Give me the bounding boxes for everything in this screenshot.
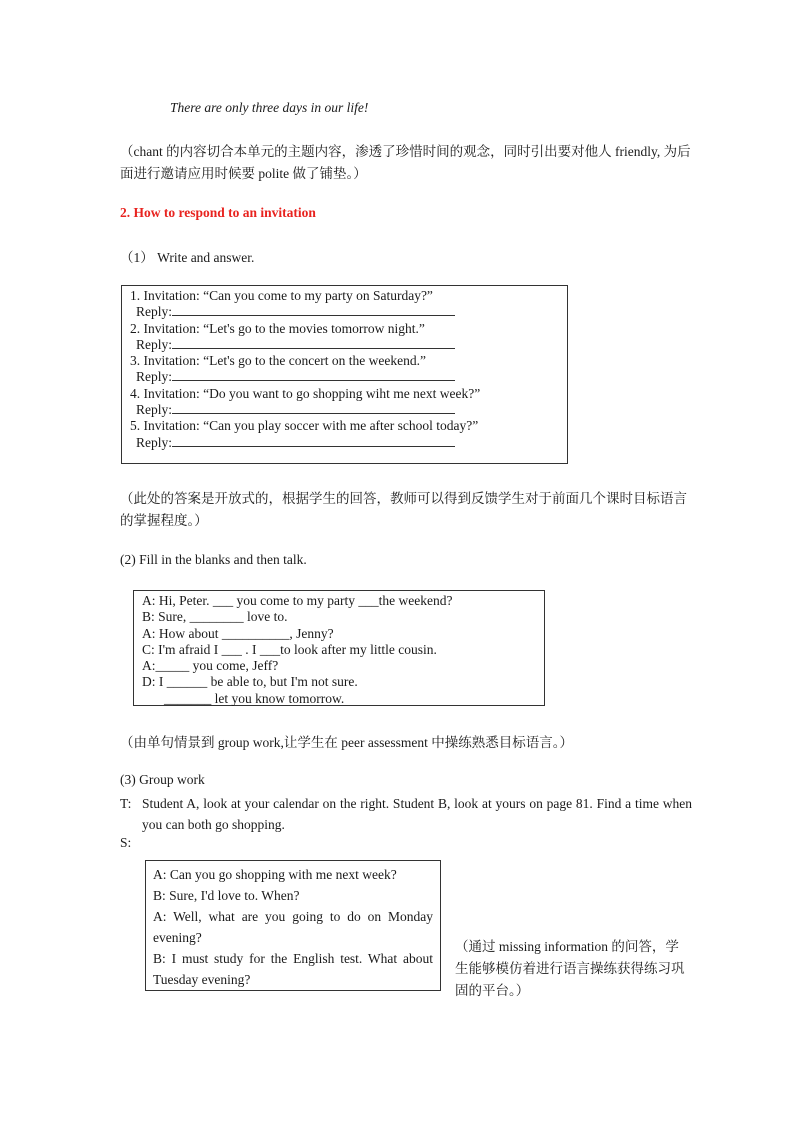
dialogue-text: . I — [241, 641, 260, 657]
teaching-note-missing-information: （通过 missing information 的问答，学生能够模仿着进行语言操练获得练习巩固的平台。） — [455, 939, 685, 998]
dialogue-line: B: Sure, I'd love to. When? — [153, 888, 300, 903]
dialogue-text: D: I — [142, 674, 167, 690]
blank[interactable]: __________ — [221, 625, 290, 641]
reply-line — [130, 402, 567, 418]
blank[interactable]: ______ — [166, 674, 208, 690]
teacher-text: Student A, look at your calendar on the right. Student B, look at yours on page 81. Find a time when you can both go shopping. — [142, 796, 692, 832]
teaching-note-chant: （chant 的内容切合本单元的主题内容，渗透了珍惜时间的观念，同时引出要对他人 friendly, 为后面进行邀请应用时候要 polite 做了铺垫。） — [120, 144, 691, 181]
teaching-note-open-answers: （此处的答案是开放式的，根据学生的回答，教师可以得到反馈学生对于前面几个课时目标语言的掌握程度。） — [120, 491, 687, 528]
dialogue-text: A: Hi, Peter. — [142, 593, 213, 608]
reply-label: Reply: — [136, 369, 172, 385]
dialogue-text: love to. — [243, 609, 288, 625]
reply-blank[interactable] — [172, 402, 455, 414]
teacher-label: T: — [120, 796, 132, 811]
invitation-line: 2. Invitation: “Let's go to the movies tomorrow night.” — [130, 320, 425, 336]
group-work-dialogue-box — [145, 860, 441, 991]
blank[interactable]: ___ — [221, 641, 242, 657]
dialogue-text: let you know tomorrow. — [211, 690, 345, 706]
invitation-line: 4. Invitation: “Do you want to go shopping wiht me next week?” — [130, 385, 481, 401]
reply-label: Reply: — [136, 304, 172, 320]
blank[interactable]: _____ — [155, 658, 190, 674]
dialogue-line — [142, 593, 544, 609]
dialogue-line — [142, 609, 544, 625]
student-label: S: — [120, 835, 132, 850]
invitation-line: 3. Invitation: “Let's go to the concert on the weekend.” — [130, 353, 426, 369]
dialogue-text: C: I'm afraid I — [142, 641, 222, 657]
fill-blanks-dialogue-box — [133, 590, 545, 706]
blank[interactable]: _______ — [164, 690, 212, 706]
dialogue-text: be able to, but I'm not sure. — [207, 674, 358, 690]
blank[interactable]: ___ — [358, 593, 379, 608]
dialogue-line — [142, 674, 544, 690]
dialogue-text: the weekend? — [378, 593, 453, 608]
invitation-exercise-box — [121, 285, 568, 464]
dialogue-text: B: Sure, — [142, 609, 190, 625]
reply-blank[interactable] — [172, 337, 455, 349]
reply-blank[interactable] — [172, 304, 455, 316]
part1-title: （1） Write and answer. — [120, 250, 255, 265]
reply-line — [130, 304, 567, 320]
dialogue-line — [142, 642, 544, 658]
dialogue-line: A: Well, what are you going to do on Monday evening? — [153, 909, 433, 945]
reply-line — [130, 369, 567, 385]
dialogue-text: A: — [142, 658, 156, 674]
dialogue-line — [142, 658, 544, 674]
dialogue-line: B: I must study for the English test. What about Tuesday evening? — [153, 951, 433, 987]
dialogue-text: to look after my little cousin. — [280, 641, 437, 657]
chant-line: There are only three days in our life! — [170, 100, 369, 115]
part3-title: (3) Group work — [120, 772, 205, 787]
part2-title: (2) Fill in the blanks and then talk. — [120, 552, 307, 567]
blank[interactable]: ________ — [189, 609, 244, 625]
invitation-line: 5. Invitation: “Can you play soccer with me after school today?” — [130, 418, 479, 434]
reply-label: Reply: — [136, 402, 172, 418]
dialogue-text: , Jenny? — [289, 625, 334, 641]
blank[interactable]: ___ — [259, 641, 281, 657]
reply-label: Reply: — [136, 434, 172, 450]
teaching-note-group-work: （由单句情景到 group work,让学生在 peer assessment 中操练熟悉目标语言。） — [120, 735, 573, 750]
invitation-line: 1. Invitation: “Can you come to my party on Saturday?” — [130, 288, 433, 303]
dialogue-line — [142, 691, 544, 707]
dialogue-text: you come, Jeff? — [189, 658, 279, 674]
reply-blank[interactable] — [172, 435, 455, 447]
teacher-instruction — [120, 793, 692, 835]
section-heading-respond-invitation: 2. How to respond to an invitation — [120, 205, 316, 220]
dialogue-text: A: How about — [142, 625, 222, 641]
reply-line — [130, 337, 567, 353]
reply-blank[interactable] — [172, 369, 455, 381]
dialogue-text: you come to my party — [233, 593, 359, 608]
dialogue-line: A: Can you go shopping with me next week? — [153, 867, 397, 882]
reply-label: Reply: — [136, 336, 172, 352]
reply-line — [130, 435, 567, 451]
blank[interactable]: ___ — [212, 593, 234, 608]
dialogue-line — [142, 626, 544, 642]
